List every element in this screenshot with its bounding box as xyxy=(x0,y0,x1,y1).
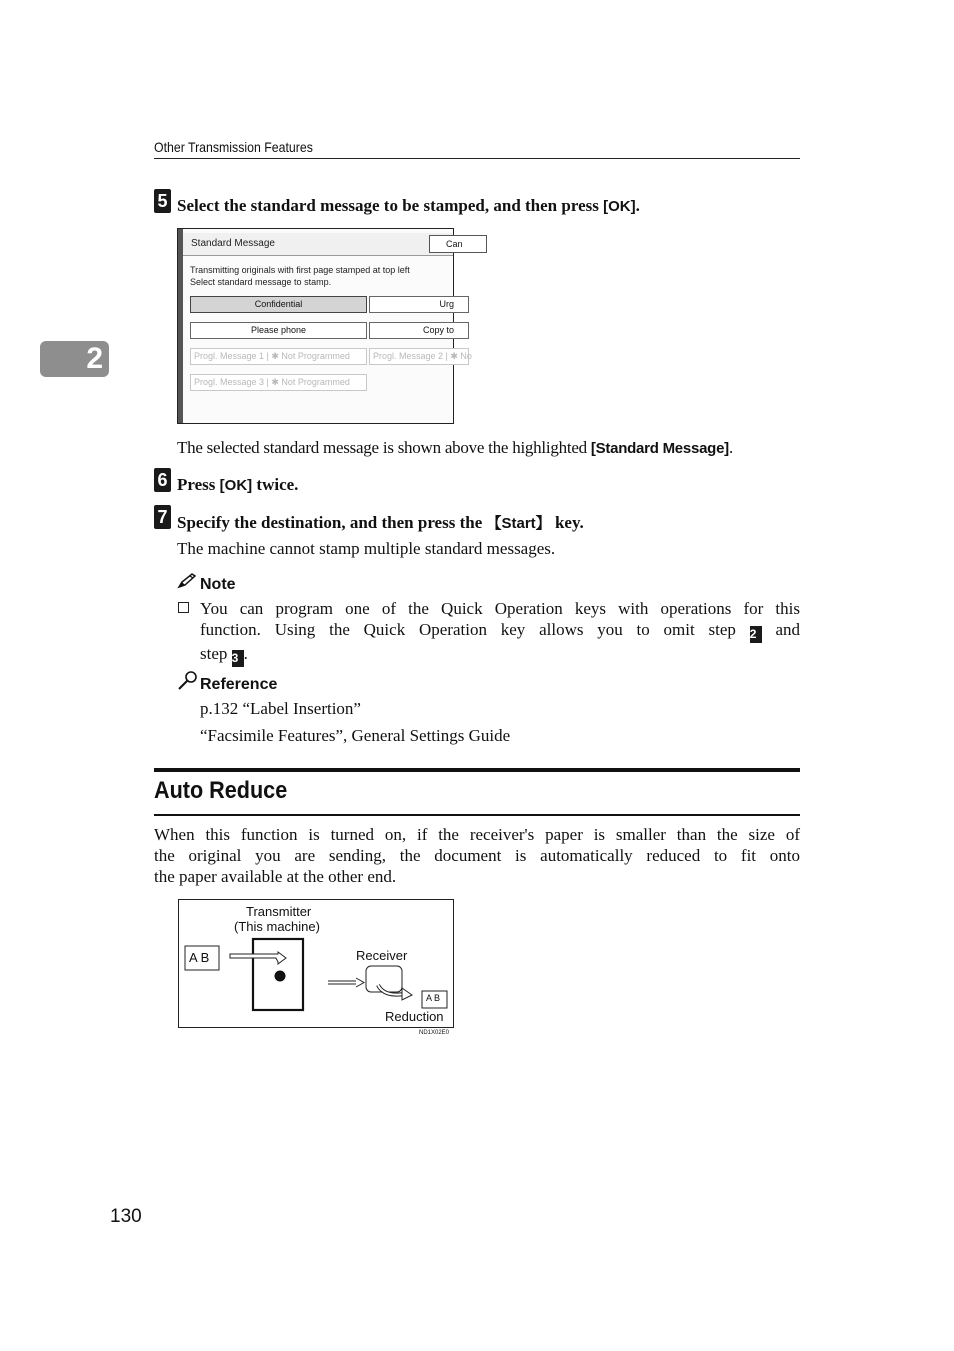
diagram-code: ND1X02E0 xyxy=(419,1030,450,1036)
page-number: 130 xyxy=(110,1206,142,1227)
section-rule-top xyxy=(154,768,800,772)
diagram-reduction-label: Reduction xyxy=(385,1009,444,1024)
screen-message-line-2: Select standard message to stamp. xyxy=(190,277,332,287)
step-5-desc-before: The selected standard message is shown above the highlighted xyxy=(177,438,591,457)
step-6-text xyxy=(177,475,298,495)
step-5-key: [OK] xyxy=(603,198,636,215)
please-phone-button[interactable]: Please phone xyxy=(190,322,367,339)
screen-title-bar xyxy=(183,233,463,256)
step-5-text-before: Select the standard message to be stamped, and then press xyxy=(177,196,604,215)
step-7-text-after: key. xyxy=(550,513,584,532)
chapter-tab: 2 xyxy=(40,341,109,377)
step-6-key: [OK] xyxy=(219,477,253,494)
screen-message-line-1: Transmitting originals with first page stamped at top left xyxy=(190,265,410,275)
program-message-3-button[interactable]: Progl. Message 3 | ✱ Not Programmed xyxy=(190,374,367,391)
copy-to-button[interactable]: Copy to xyxy=(369,322,469,339)
section-paragraph-line-1: When this function is turned on, if the receiver's paper is smaller than the size of xyxy=(154,825,800,844)
step-2-icon: 2 xyxy=(750,626,762,643)
diagram-reduced-document-label: A B xyxy=(426,993,441,1003)
note-line-2 xyxy=(200,619,800,643)
diagram-receiver-label: Receiver xyxy=(356,948,408,963)
header-rule xyxy=(154,158,800,159)
diagram-transmitter-label: Transmitter xyxy=(246,904,312,919)
auto-reduce-diagram xyxy=(178,899,454,1028)
section-paragraph-line-2: the original you are sending, the document is automatically reduced to fit onto xyxy=(154,846,800,865)
step-3-icon: 3 xyxy=(232,650,244,667)
running-header: Other Transmission Features xyxy=(154,139,313,155)
section-paragraph xyxy=(154,824,800,887)
note-checkbox-icon xyxy=(178,602,189,613)
reference-magnifier-icon xyxy=(177,670,199,697)
program-message-2-button[interactable]: Progl. Message 2 | ✱ No xyxy=(369,348,469,365)
cancel-button[interactable]: Can xyxy=(429,235,487,253)
note-pencil-icon xyxy=(177,573,197,594)
note-title: Note xyxy=(200,576,236,593)
step-7-text-before: Specify the destination, and then press the xyxy=(177,513,487,532)
screen-left-bar xyxy=(178,229,183,423)
note-line-3-period: . xyxy=(243,644,248,663)
screen-title: Standard Message xyxy=(191,238,275,249)
step-7-number: 7 xyxy=(154,505,171,529)
step-7-text xyxy=(177,512,584,533)
program-message-1-button[interactable]: Progl. Message 1 | ✱ Not Programmed xyxy=(190,348,367,365)
section-rule-bottom xyxy=(154,814,800,816)
note-line-1: You can program one of the Quick Operation keys with operations for this xyxy=(200,599,800,618)
step-6-number: 6 xyxy=(154,468,171,492)
step-5-text xyxy=(177,196,640,216)
step-6-text-after: twice. xyxy=(252,475,299,494)
note-text xyxy=(200,598,800,667)
step-5-description xyxy=(177,438,733,458)
note-line-2-text: function. Using the Quick Operation key allows you to omit step xyxy=(200,620,736,639)
urgent-button[interactable]: Urg xyxy=(369,296,469,313)
note-line-3-text: step xyxy=(200,644,228,663)
step-7-description: The machine cannot stamp multiple standard messages. xyxy=(177,539,556,558)
standard-message-key: [Standard Message] xyxy=(590,440,729,457)
reference-title: Reference xyxy=(200,676,278,693)
step-6-text-before: Press xyxy=(177,475,220,494)
diagram-original-document-label: A B xyxy=(189,950,210,965)
diagram-this-machine-label: (This machine) xyxy=(234,919,320,934)
reference-link-label-insertion[interactable]: p.132 “Label Insertion” xyxy=(200,699,361,718)
step-5-text-after: . xyxy=(635,196,640,215)
section-paragraph-line-3: the paper available at the other end. xyxy=(154,867,397,886)
section-title: Auto Reduce xyxy=(154,777,288,804)
note-line-2-and: and xyxy=(775,620,801,639)
note-line-3 xyxy=(200,643,800,667)
confidential-button[interactable]: Confidential xyxy=(190,296,367,313)
step-5-desc-after: . xyxy=(728,438,733,457)
standard-message-screen xyxy=(177,228,472,424)
reference-link-facsimile-features[interactable]: “Facsimile Features”, General Settings Guide xyxy=(200,726,511,745)
start-key: 【Start】 xyxy=(486,515,551,532)
step-5-number: 5 xyxy=(154,189,171,213)
